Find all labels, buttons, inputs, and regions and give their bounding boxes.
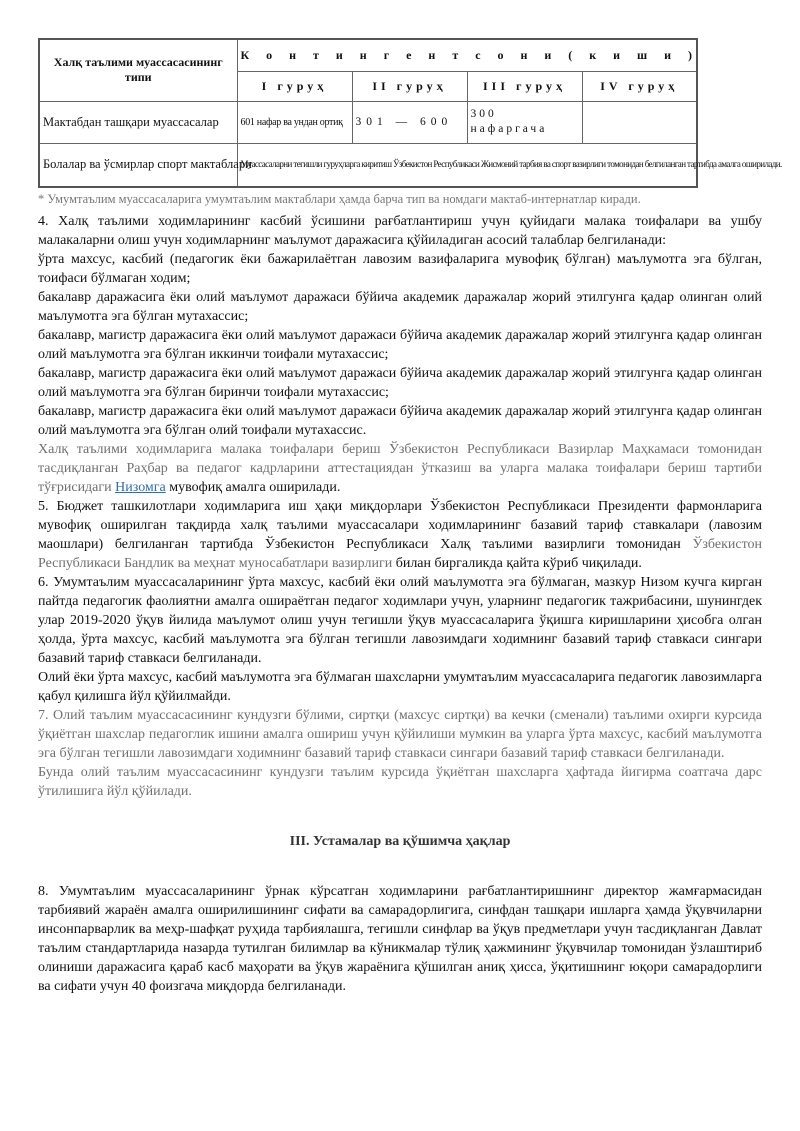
para-5-tail: билан биргаликда қайта кўриб чиқилади.	[392, 556, 642, 571]
para-6-second: Олий ёки ўрта махсус, касбий маълумотга эга бўлмаган шахсларни умумтаълим муассасаларига педагогик лавозимларга қабул қилишга йўл қўйилмайди.	[38, 670, 762, 704]
sport-schools-merged-cell: Муассасаларни тегишли гуруҳларга киритиш Ўзбекистон Республикаси Жисмоний тарбия ва спорт вазирлиги томонидан белгиланган тартибда амалга оширилади.	[237, 143, 697, 187]
contingent-header: К о н т и н г е н т с о н и ( к и ш и )	[237, 39, 697, 71]
section-title: III. Устамалар ва қўшимча ҳақлар	[289, 834, 511, 849]
para-4-item: бакалавр даражасига ёки олий маълумот даражаси бўйича академик даражалар жорий этилгунга қадар олинган олий маълумотга эга бўлган мутахассис;	[38, 290, 762, 324]
group-4-value	[582, 101, 697, 143]
table-row	[39, 143, 697, 187]
group-1-value: 601 нафар ва ундан ортиқ	[237, 101, 352, 143]
regulation-link[interactable]: Низомга	[115, 480, 166, 495]
para-4-categories	[38, 440, 762, 497]
group-1-header: I гуруҳ	[237, 71, 352, 101]
group-4-header: IV гуруҳ	[582, 71, 697, 101]
group-3-header: III гуруҳ	[467, 71, 582, 101]
table-row	[39, 101, 697, 143]
para-4-intro: 4. Халқ таълими ходимларининг касбий ўсишини рағбатлантириш учун қуйидаги малака тоифалари ва ушбу малакаларни олиш учун ходимларнинг маълумот даражасига қўйиладиган асосий талаблар белгиланади:	[38, 214, 762, 248]
contingent-table	[38, 38, 782, 188]
group-3-value: 300 нафаргача	[467, 101, 582, 143]
para-5-ministry: Ўзбекистон Республикаси Бандлик ва меҳнат муносабатлари вазирлиги	[38, 537, 762, 571]
para-5-text: 5. Бюджет ташкилотлари ходимларига иш ҳақи миқдорлари Ўзбекистон Республикаси Президенти фармонларига мувофиқ оширилган тақдирда халқ таълими муассасалари ходимларининг базавий тариф ставкалари (лавозим маошлари) белгиланган тартибда Ўзбекистон Республикаси Халқ таълими вазирлиги томонидан	[38, 499, 762, 552]
para-4-item: ўрта махсус, касбий (педагогик ёки бажарилаётган лавозим вазифаларига мувофиқ бўлган) маълумотга эга бўлган, тоифаси бўлмаган ходим;	[38, 252, 762, 286]
group-2-value: 301 — 600	[352, 101, 467, 143]
para-4-item: бакалавр, магистр даражасига ёки олий маълумот даражаси бўйича академик даражалар жорий этилгунга қадар олинган олий маълумотга эга бўлган олий тоифали мутахассис.	[38, 404, 762, 438]
footnote: * Умумтаълим муассасаларига умумтаълим мактаблари ҳамда барча тип ва номдаги мактаб-интернатлар киради.	[38, 192, 641, 206]
para-7: 7. Олий таълим муассасасининг кундузги бўлими, сиртқи (махсус сиртқи) ва кечки (сменали) таълими охирги курсида ўқиётган шахслар педагоглик ишини амалга ошириш учун қўйилиши мумкин ва уларга ўрта махсус, касбий маълумотга эга бўлган тегишли лавозимдаги ходимнинг базавий тариф ставкаси сингари базавий тариф ставкаси белгиланади.	[38, 708, 762, 761]
para-6: 6. Умумтаълим муассасаларининг ўрта махсус, касбий ёки олий маълумотга эга бўлмаган, мазкур Низом кучга кирган пайтда педагогик фаолиятни амалга ошираётган педагог ходимлари учун, уларнинг педагогик тажрибасини, шунингдек улар 2019-2020 ўқув йилида маълумот олиш учун тегишли ўқув муассасаларига ўқишга киришларини ҳисобга олган ҳолда, ўрта махсус, касбий маълумотга эга бўлган тегишли лавозимдаги ходимнинг базавий тариф ставкаси сингари базавий тариф ставкаси белгиланади.	[38, 575, 762, 666]
para-8: 8. Умумтаълим муассасаларининг ўрнак кўрсатган ходимларини рағбатлантиришнинг директор жамғармасидан тарбиявий жараён амалга оширилишининг сифати ва самарадорлигига, синфдан ташқари ишларга ҳамда ўқувчиларни инсонпарварлик ва меҳр-шафқат руҳида тарбиялашга, тегишли синфлар ва ўқув предметлари учун тасдиқланган Давлат таълим стандартларида назарда тутилган билимлар ва кўникмалар тўлиқ ҳажмининг ўқувчилар томонидан ўзлаштириб олиниши даражасига қараб касб маҳорати ва ўқув жараёнига қўшилган аниқ ҳисса, ўқитишнинг юқори самарадорлиги ва сифати учун 40 фоизгача миқдорда белгиланади.	[38, 884, 762, 994]
document-body	[38, 192, 762, 996]
categories-tail: мувофиқ амалга оширилади.	[165, 480, 341, 495]
institution-type-header: Халқ таълими муассасасининг типи	[39, 39, 237, 101]
group-2-header: II гуруҳ	[352, 71, 467, 101]
para-4-item: бакалавр, магистр даражасига ёки олий маълумот даражаси бўйича академик даражалар жорий этилгунга қадар олинган олий маълумотга эга бўлган биринчи тоифали мутахассис;	[38, 366, 762, 400]
para-5	[38, 497, 762, 573]
row-label-sport-schools: Болалар ва ўсмирлар спорт мактаблари	[39, 143, 237, 187]
para-7-second: Бунда олий таълим муассасасининг кундузги таълим курсида ўқиётган шахсларга ҳафтада йигирма соатгача дарс ўтилишига йўл қўйилади.	[38, 765, 762, 799]
categories-text: Халқ таълими ходимларига малака тоифалари бериш Ўзбекистон Республикаси Вазирлар Маҳкамаси томонидан тасдиқланган Раҳбар ва педагог кадрларини аттестациядан ўтказиш ва уларга малака тоифалари бериш тартиби тўғрисидаги	[38, 442, 762, 495]
row-label-extracurricular: Мактабдан ташқари муассасалар	[39, 101, 237, 143]
para-4-item: бакалавр, магистр даражасига ёки олий маълумот даражаси бўйича академик даражалар жорий этилгунга қадар олинган олий маълумотга эга бўлган иккинчи тоифали мутахассис;	[38, 328, 762, 362]
